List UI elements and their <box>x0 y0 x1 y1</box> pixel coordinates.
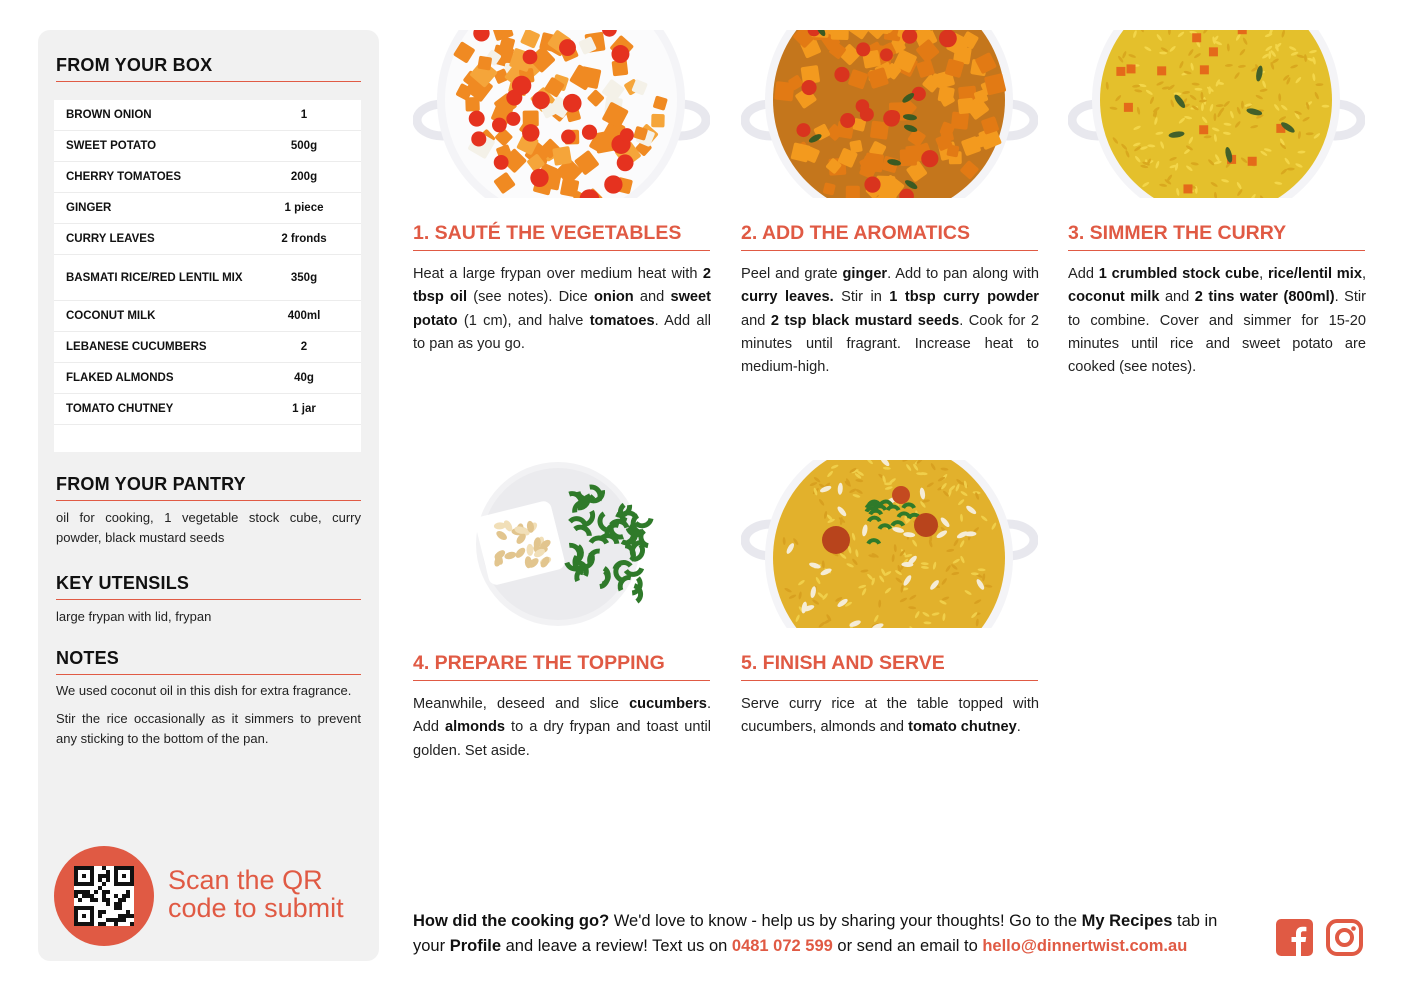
pantry-text: oil for cooking, 1 vegetable stock cube, curry powder, black mustard seeds <box>56 510 361 545</box>
ingredient-qty: 40g <box>294 372 314 384</box>
notes-heading: NOTES <box>56 648 120 668</box>
pantry-heading: FROM YOUR PANTRY <box>56 474 246 494</box>
step-2-image <box>741 30 1038 198</box>
ingredient-name: SWEET POTATO <box>66 140 157 152</box>
table-row <box>54 162 361 193</box>
ingredient-name: CHERRY TOMATOES <box>66 171 182 183</box>
utensils-text: large frypan with lid, frypan <box>56 609 212 624</box>
sidebar <box>38 30 379 961</box>
step-1-text: Heat a large frypan over medium heat with 2 tbsp oil (see notes). Dice onion and sweet potato (1 cm), and halve tomatoes. Add all to pan as you go. <box>413 266 712 352</box>
step-4-text: Meanwhile, deseed and slice cucumbers. Add almonds to a dry frypan and toast until golden. Set aside. <box>413 696 711 759</box>
step-5-title: 5. FINISH AND SERVE <box>741 652 945 674</box>
facebook-icon[interactable] <box>1276 919 1313 956</box>
qr-code-badge[interactable] <box>54 846 154 946</box>
note-item: We used coconut oil in this dish for extra fragrance. <box>56 683 352 698</box>
qr-label: Scan the QR code to submit <box>168 865 344 923</box>
ingredient-name: TOMATO CHUTNEY <box>66 403 174 415</box>
step-rule <box>413 250 710 251</box>
heading-rule <box>56 674 361 675</box>
ingredient-name: GINGER <box>66 202 112 214</box>
table-row <box>54 394 361 425</box>
heading-rule <box>56 81 361 82</box>
ingredient-qty: 400ml <box>287 310 321 322</box>
ingredient-qty: 2 <box>300 341 308 353</box>
step-1-image <box>413 30 710 198</box>
feedback-message: How did the cooking go? We'd love to know - help us by sharing your thoughts! Go to the My Recipes tab in your Profile and leave a review! Text us on 0481 072 599 or send an email to hello@dinnertwist.com.au <box>413 912 1218 955</box>
ingredient-qty: 1 piece <box>284 202 324 214</box>
step-4-title: 4. PREPARE THE TOPPING <box>413 652 665 674</box>
step-2-title: 2. ADD THE AROMATICS <box>741 222 970 244</box>
table-row <box>54 332 361 363</box>
from-box-heading: FROM YOUR BOX <box>56 55 213 75</box>
table-row <box>54 363 361 394</box>
ingredient-name: CURRY LEAVES <box>66 233 155 245</box>
ingredient-qty: 200g <box>290 171 318 183</box>
step-rule <box>413 680 710 681</box>
qr-code-icon[interactable] <box>74 866 134 926</box>
step-3-title: 3. SIMMER THE CURRY <box>1068 222 1287 244</box>
table-row <box>54 301 361 332</box>
ingredient-name: BROWN ONION <box>66 109 152 121</box>
step-3-image <box>1068 30 1365 198</box>
heading-rule <box>56 500 361 501</box>
step-5-image <box>741 460 1038 628</box>
table-row <box>54 255 361 301</box>
step-rule <box>741 680 1038 681</box>
ingredients-table <box>54 100 361 452</box>
table-row <box>54 224 361 255</box>
table-row <box>54 131 361 162</box>
table-row <box>54 100 361 131</box>
ingredient-qty: 350g <box>290 271 318 284</box>
ingredient-qty: 1 jar <box>292 403 316 415</box>
step-5-text: Serve curry rice at the table topped with cucumbers, almonds and tomato chutney. <box>741 696 1039 736</box>
step-2-text: Peel and grate ginger. Add to pan along with curry leaves. Stir in 1 tbsp curry powder and 2 tsp black mustard seeds. Cook for 2 minutes until fragrant. Increase heat to medium-high. <box>741 266 1039 376</box>
utensils-heading: KEY UTENSILS <box>56 573 190 593</box>
ingredient-name: BASMATI RICE/RED LENTIL MIX <box>66 271 243 284</box>
ingredient-qty: 1 <box>300 109 308 121</box>
instagram-icon[interactable] <box>1326 919 1363 956</box>
phone-link[interactable]: 0481 072 599 <box>731 937 833 955</box>
step-4-image <box>413 460 710 628</box>
email-link[interactable]: hello@dinnertwist.com.au <box>982 937 1188 955</box>
ingredient-name: COCONUT MILK <box>66 310 156 322</box>
step-1-title: 1. SAUTÉ THE VEGETABLES <box>413 222 682 244</box>
table-row <box>54 193 361 224</box>
note-item: Stir the rice occasionally as it simmers to prevent any sticking to the bottom of the pan. <box>56 711 361 746</box>
step-3-text: Add 1 crumbled stock cube, rice/lentil mix, coconut milk and 2 tins water (800ml). Stir to combine. Cover and simmer for 15-20 minutes until rice and sweet potato are cooked (see notes). <box>1068 266 1367 376</box>
step-rule <box>741 250 1038 251</box>
ingredient-name: FLAKED ALMONDS <box>66 372 174 384</box>
ingredient-name: LEBANESE CUCUMBERS <box>66 341 207 353</box>
heading-rule <box>56 599 361 600</box>
ingredient-qty: 500g <box>290 140 318 152</box>
step-rule <box>1068 250 1365 251</box>
ingredient-qty: 2 fronds <box>281 233 327 245</box>
